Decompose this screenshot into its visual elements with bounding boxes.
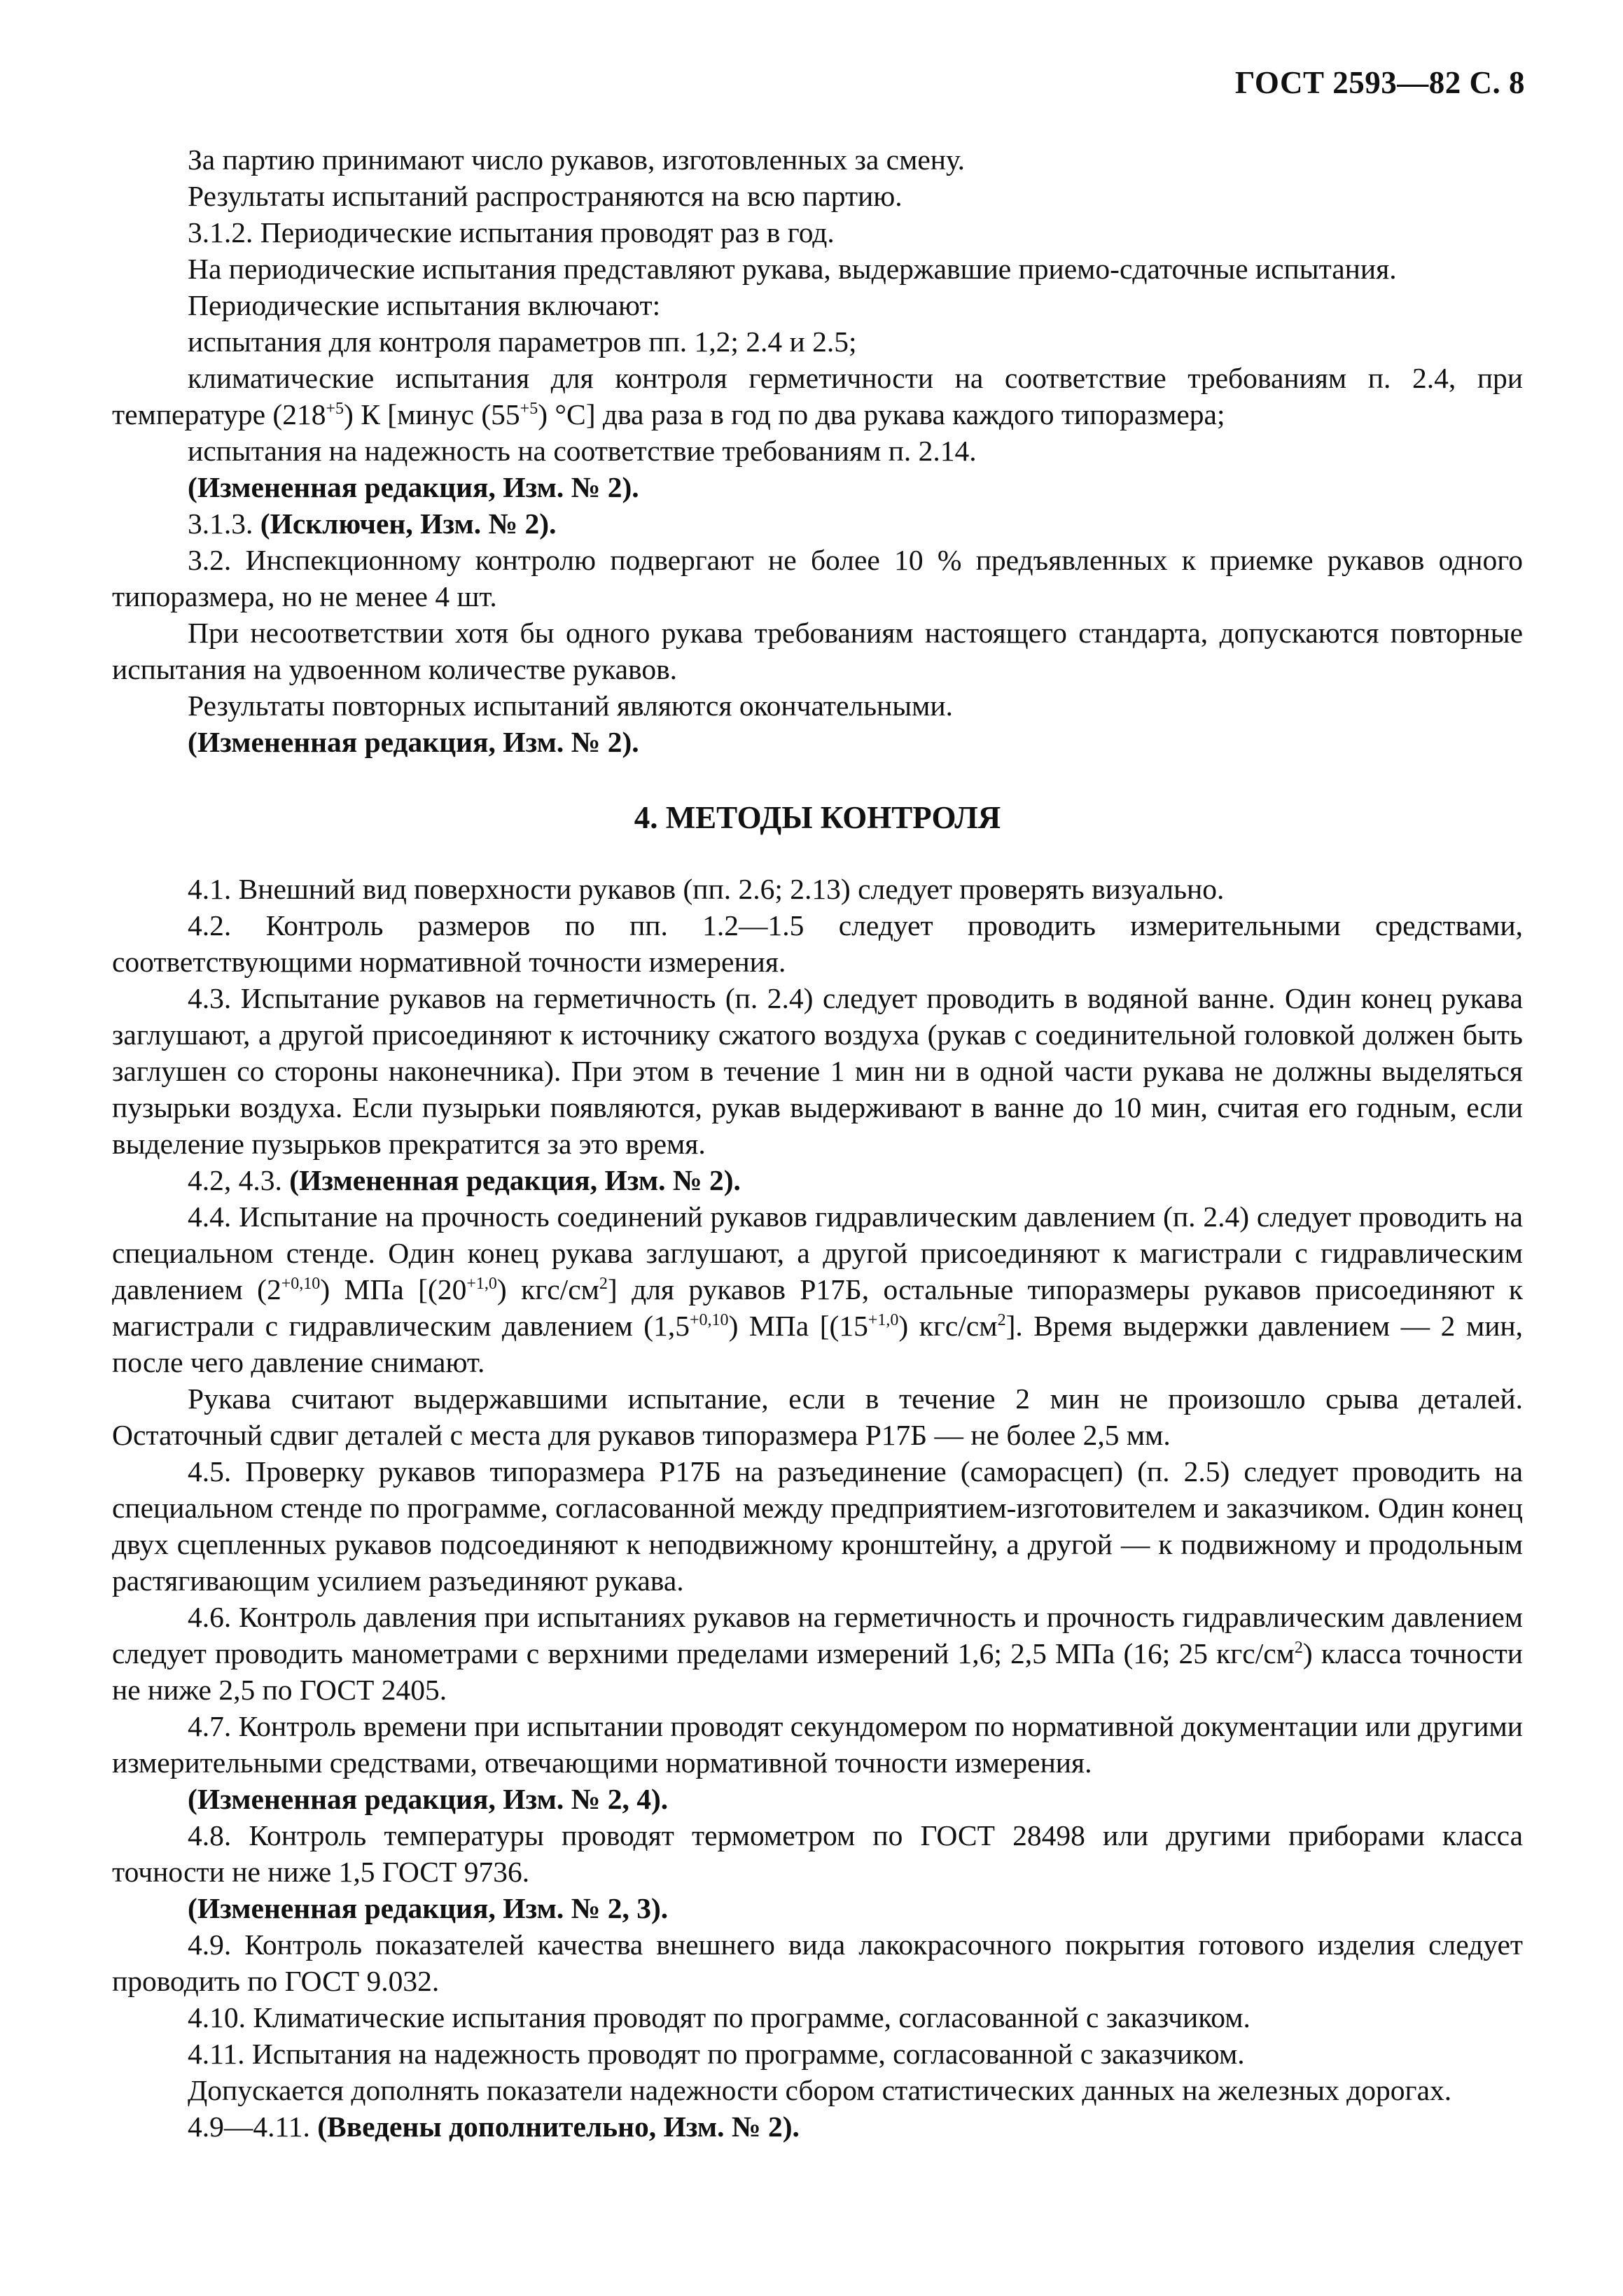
paragraph: 4.10. Климатические испытания проводят по программе, согласованной с заказчиком. <box>188 2001 1251 2033</box>
paragraph <box>112 1162 1523 1198</box>
paragraph: испытания для контроля параметров пп. 1,2; 2.4 и 2.5; <box>188 326 857 358</box>
text-span: 4.6. Контроль давления при испытаниях рукавов на герметичность и прочность гидравлическим давлением следует проводить манометрами с верхними пределами измерений 1,6; 2,5 МПа (16; 25 кгс/см <box>112 1601 1523 1670</box>
paragraph <box>112 2108 1523 2145</box>
text-span: ) °С] два раза в год по два рукава каждого типоразмера; <box>538 398 1225 430</box>
section-heading: 4. МЕТОДЫ КОНТРОЛЯ <box>634 800 1001 835</box>
paragraph: Периодические испытания включают: <box>188 289 661 321</box>
text-span: климатические испытания для контроля герметичности на соответствие требованиям п. 2.4, при температуре (218 <box>112 362 1523 430</box>
text-span: 4.2, 4.3. <box>188 1164 290 1196</box>
superscript: +0,10 <box>281 1275 321 1293</box>
paragraph <box>112 360 1523 433</box>
paragraph: 4.9. Контроль показателей качества внешнего вида лакокрасочного покрытия готового изделия следует проводить по ГОСТ 9.032. <box>112 1928 1523 1997</box>
text-span: ) МПа [(20 <box>320 1273 467 1306</box>
paragraph: Допускается дополнять показатели надежности сбором статистических данных на железных дорогах. <box>188 2074 1452 2106</box>
paragraph: 4.2. Контроль размеров по пп. 1.2—1.5 следует проводить измерительными средствами, соответствующими нормативной точности измерения. <box>112 909 1523 978</box>
amendment-note: (Измененная редакция, Изм. № 2). <box>289 1164 741 1196</box>
paragraph: 4.11. Испытания на надежность проводят по программе, согласованной с заказчиком. <box>188 2038 1245 2070</box>
amendment-note: (Измененная редакция, Изм. № 2, 3). <box>188 1892 669 1924</box>
superscript: +5 <box>326 400 344 418</box>
text-span: 3.1.3. <box>188 507 260 540</box>
paragraph: Результаты испытаний распространяются на всю партию. <box>188 180 903 212</box>
text-span: 4.9—4.11. <box>188 2110 318 2143</box>
paragraph: 4.7. Контроль времени при испытании проводят секундомером по нормативной документации или другими измерительными средствами, отвечающими нормативной точности измерения. <box>112 1710 1523 1779</box>
text-span: ] для рукавов Р17Б, остальные типоразмеры рукавов присоединяют к магистрали с гидравлическим давлением (1,5 <box>112 1273 1524 1342</box>
text-span: ) МПа [(15 <box>728 1310 868 1342</box>
paragraph: 3.2. Инспекционному контролю подвергают не более 10 % предъявленных к приемке рукавов одного типоразмера, но не менее 4 шт. <box>112 544 1523 612</box>
paragraph <box>112 1599 1523 1708</box>
superscript: 2 <box>1294 1639 1303 1657</box>
paragraph: Результаты повторных испытаний являются окончательными. <box>188 690 953 722</box>
paragraph: 4.1. Внешний вид поверхности рукавов (пп. 2.6; 2.13) следует проверять визуально. <box>188 873 1225 905</box>
superscript: 2 <box>997 1311 1006 1329</box>
text-span: ) кгс/см <box>898 1310 998 1342</box>
text-span: ) кгс/см <box>496 1273 599 1306</box>
amendment-note: (Измененная редакция, Изм. № 2). <box>188 471 639 503</box>
paragraph: 3.1.2. Периодические испытания проводят раз в год. <box>188 216 835 248</box>
paragraph: 4.5. Проверку рукавов типоразмера Р17Б на разъединение (саморасцеп) (п. 2.5) следует проводить на специальном стенде по программе, согласованной между предприятием-изготовителем и заказчиком. Один конец двух сцепленных рукавов подсоединяют к неподвижному кронштейну, а другой — к подвижному и продольным растягивающим усилием разъединяют рукава. <box>112 1455 1523 1597</box>
paragraph: При несоответствии хотя бы одного рукава требованиям настоящего стандарта, допускаются повторные испытания на удвоенном количестве рукавов. <box>112 617 1523 685</box>
amendment-note: (Введены дополнительно, Изм. № 2). <box>317 2110 800 2143</box>
superscript: +0,10 <box>690 1311 729 1329</box>
superscript: +5 <box>520 400 538 418</box>
paragraph: За партию принимают число рукавов, изготовленных за смену. <box>188 144 965 176</box>
amendment-note: (Измененная редакция, Изм. № 2). <box>188 726 639 758</box>
page-header: ГОСТ 2593—82 С. 8 <box>1234 65 1525 100</box>
text-span: ]. Время выдержки давлением — 2 мин, после чего давление снимают. <box>112 1310 1523 1378</box>
paragraph <box>112 505 1523 542</box>
document-body <box>112 141 1523 2145</box>
paragraph: Рукава считают выдержавшими испытание, если в течение 2 мин не произошло срыва деталей. Остаточный сдвиг деталей с места для рукавов типоразмера Р17Б — не более 2,5 мм. <box>112 1382 1523 1451</box>
superscript: 2 <box>599 1275 608 1293</box>
paragraph: 4.8. Контроль температуры проводят термометром по ГОСТ 28498 или другими приборами класса точности не ниже 1,5 ГОСТ 9736. <box>112 1819 1523 1888</box>
superscript: +1,0 <box>868 1311 899 1329</box>
amendment-note: (Измененная редакция, Изм. № 2, 4). <box>188 1783 669 1815</box>
superscript: +1,0 <box>466 1275 497 1293</box>
paragraph: На периодические испытания представляют рукава, выдержавшие приемо-сдаточные испытания. <box>188 253 1397 285</box>
text-span: ) К [минус (55 <box>344 398 520 430</box>
text-span: 4.4. Испытание на прочность соединений рукавов гидравлическим давлением (п. 2.4) следует проводить на специальном стенде. Один конец рукава заглушают, а другой присоединяют к магистрали с гидравлическим давлением (2 <box>112 1200 1523 1306</box>
paragraph: 4.3. Испытание рукавов на герметичность (п. 2.4) следует проводить в водяной ванне. Один конец рукава заглушают, а другой присоединяют к источнику сжатого воздуха (рукав с соединительной головкой должен быть заглушен со стороны наконечника). При этом в течение 1 мин ни в одной части рукава не должны выделяться пузырьки воздуха. Если пузырьки появляются, рукав выдерживают в ванне до 10 мин, считая его годным, если выделение пузырьков прекратится за это время. <box>112 982 1523 1160</box>
amendment-note: (Исключен, Изм. № 2). <box>260 507 557 540</box>
text-span: ) класса точности не ниже 2,5 по ГОСТ 2405. <box>112 1637 1523 1706</box>
paragraph: испытания на надежность на соответствие требованиям п. 2.14. <box>188 435 977 467</box>
paragraph <box>112 1198 1523 1380</box>
